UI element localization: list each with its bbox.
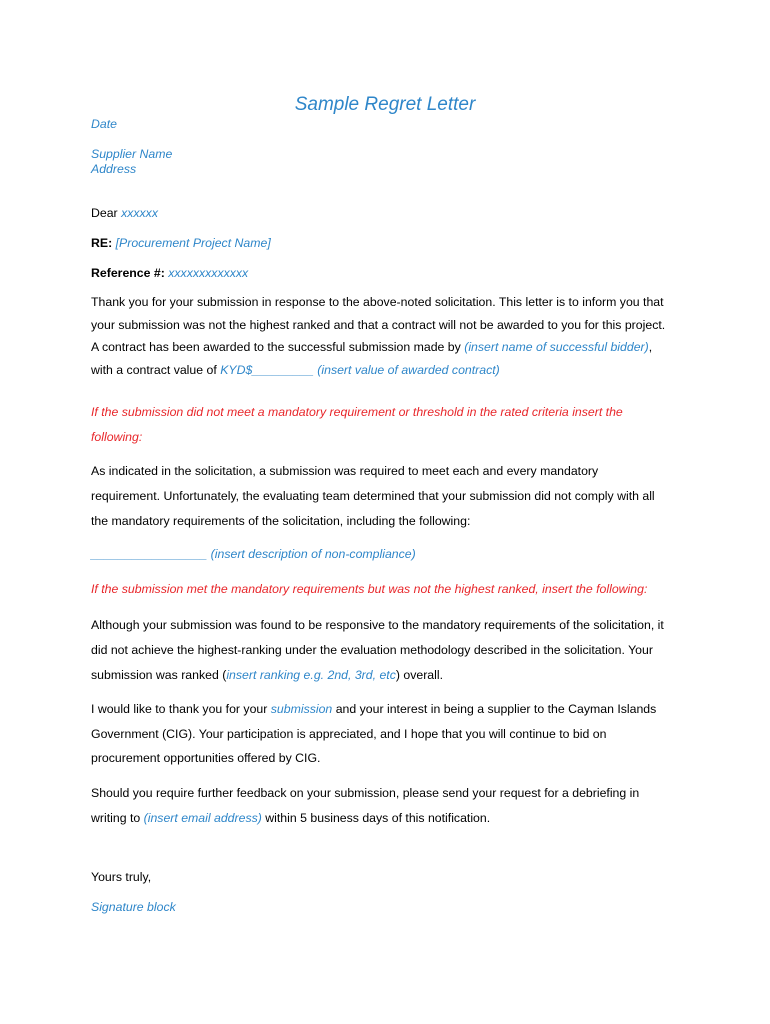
dear-label: Dear (91, 206, 122, 220)
supplier-name-placeholder: Supplier Name (91, 147, 173, 161)
paragraph-line: Government (CIG). Your participation is appreciated, and I hope that you will continue to bid on (91, 726, 607, 741)
paragraph-line: As indicated in the solicitation, a submission was required to meet each and every mandatory (91, 464, 599, 478)
paragraph-line: submission was ranked (insert ranking e.g. 2nd, 3rd, etc) overall. (91, 668, 444, 682)
paragraph-line: requirement. Unfortunately, the evaluating team determined that your submission did not comply with all (91, 489, 655, 503)
date-field (91, 117, 691, 132)
paragraph-thanks (91, 697, 691, 771)
paragraph-line: Although your submission was found to be responsive to the mandatory requirements of the solicitation, it (91, 618, 664, 632)
supplier-block (91, 147, 691, 177)
reference-line (91, 266, 691, 281)
salutation (91, 206, 691, 221)
paragraph-feedback (91, 781, 691, 831)
instruction-not-highest-ranked: If the submission met the mandatory requirements but was not the highest ranked, insert the following: (91, 582, 648, 596)
ranking-placeholder: insert ranking e.g. 2nd, 3rd, etc (226, 668, 396, 682)
paragraph-line: with a contract value of KYD$_________ (insert value of awarded contract) (91, 362, 500, 377)
submission-placeholder: submission (270, 702, 333, 716)
email-placeholder: (insert email address) (143, 811, 262, 825)
reference-number-placeholder: xxxxxxxxxxxxx (168, 266, 249, 280)
dear-name-placeholder: xxxxxx (121, 206, 158, 220)
paragraph-line: writing to (insert email address) within 5 business days of this notification. (91, 811, 491, 825)
paragraph-line: procurement opportunities offered by CIG. (91, 751, 321, 765)
paragraph-line: Thank you for your submission in response to the above-noted solicitation. This letter is to inform you that (91, 295, 664, 309)
signature-block-placeholder: Signature block (91, 900, 176, 914)
reference-label: Reference #: (91, 266, 165, 280)
closing: Yours truly, (91, 870, 152, 884)
contract-value-placeholder: KYD$_________ (insert value of awarded contract) (220, 362, 500, 377)
address-placeholder: Address (91, 162, 137, 176)
letter-title: Sample Regret Letter (294, 94, 476, 115)
project-name-placeholder: [Procurement Project Name] (115, 236, 271, 250)
paragraph-line: did not achieve the highest-ranking under the evaluation methodology described in the solicitation. Your (91, 643, 653, 657)
date-placeholder: Date (91, 117, 117, 131)
paragraph-ranking (91, 613, 691, 688)
paragraph-line: Should you require further feedback on your submission, please send your request for a debriefing in (91, 786, 640, 800)
paragraph-line: I would like to thank you for your submission and your interest in being a supplier to the Cayman Islands (91, 702, 657, 716)
re-line (91, 236, 691, 251)
paragraph-line: your submission was not the highest ranked and that a contract will not be awarded to you for this project. (91, 317, 666, 332)
non-compliance-placeholder: _________________ (insert description of non-compliance) (91, 547, 416, 561)
paragraph-line: the mandatory requirements of the solicitation, including the following: (91, 514, 471, 528)
paragraph-non-compliance (91, 459, 691, 534)
paragraph-line: A contract has been awarded to the successful submission made by (insert name of successful bidder), (91, 340, 653, 354)
paragraph-award-notice (91, 291, 691, 381)
re-label: RE: (91, 236, 113, 250)
instruction-mandatory-not-met: If the submission did not meet a mandatory requirement or threshold in the rated criteria insert the following: (91, 405, 623, 444)
successful-bidder-placeholder: (insert name of successful bidder) (464, 340, 649, 354)
